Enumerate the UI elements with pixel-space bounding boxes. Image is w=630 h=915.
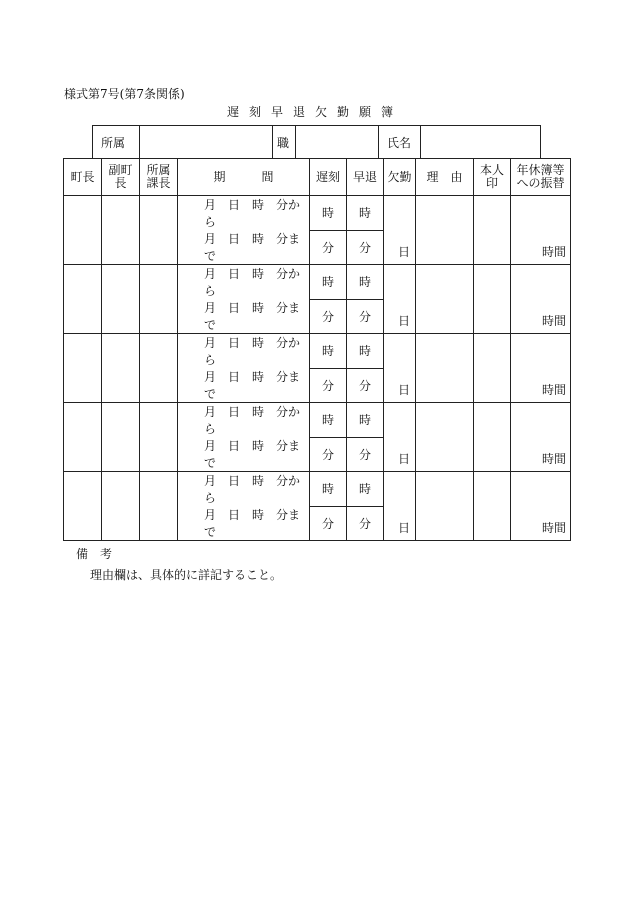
vice-mayor-cell[interactable] [102,403,140,472]
col-leave-transfer: 年休簿等 への振替 [511,159,571,196]
mayor-cell[interactable] [64,196,102,265]
late-hour[interactable]: 時 [310,472,347,507]
col-vice-mayor: 副町 長 [102,159,140,196]
period-from[interactable]: 月 日 時 分から [178,472,310,507]
col-late: 遅刻 [310,159,347,196]
seal-cell[interactable] [474,196,511,265]
period-from[interactable]: 月 日 時 分から [178,403,310,438]
absence-days[interactable]: 日 [384,265,416,334]
period-to[interactable]: 月 日 時 分まで [178,368,310,403]
late-hour[interactable]: 時 [310,196,347,231]
early-hour[interactable]: 時 [347,472,384,507]
absence-days[interactable]: 日 [384,472,416,541]
vice-mayor-cell[interactable] [102,472,140,541]
section-chief-cell[interactable] [140,334,178,403]
record-rows [64,196,571,541]
early-minute[interactable]: 分 [347,437,384,472]
table-row [64,472,571,507]
col-section-chief: 所属 課長 [140,159,178,196]
absence-days[interactable]: 日 [384,334,416,403]
col-period: 期 間 [178,159,310,196]
late-minute[interactable]: 分 [310,506,347,541]
period-from[interactable]: 月 日 時 分から [178,196,310,231]
period-to[interactable]: 月 日 時 分まで [178,506,310,541]
leave-hours[interactable]: 時間 [511,334,571,403]
leave-hours[interactable]: 時間 [511,472,571,541]
early-hour[interactable]: 時 [347,403,384,438]
period-from[interactable]: 月 日 時 分から [178,334,310,369]
period-to[interactable]: 月 日 時 分まで [178,230,310,265]
col-absence: 欠勤 [384,159,416,196]
seal-cell[interactable] [474,472,511,541]
mayor-cell[interactable] [64,472,102,541]
late-minute[interactable]: 分 [310,230,347,265]
absence-days[interactable]: 日 [384,196,416,265]
section-chief-cell[interactable] [140,403,178,472]
form-id: 様式第7号(第7条関係) [64,87,185,101]
late-hour[interactable]: 時 [310,334,347,369]
vice-mayor-cell[interactable] [102,196,140,265]
leave-hours[interactable]: 時間 [511,265,571,334]
reason-cell[interactable] [416,196,474,265]
col-seal: 本人 印 [474,159,511,196]
early-hour[interactable]: 時 [347,334,384,369]
table-header-row [64,159,571,196]
early-hour[interactable]: 時 [347,265,384,300]
position-label: 職 [273,126,296,159]
absence-days[interactable]: 日 [384,403,416,472]
late-minute[interactable]: 分 [310,437,347,472]
seal-cell[interactable] [474,334,511,403]
reason-cell[interactable] [416,265,474,334]
late-hour[interactable]: 時 [310,403,347,438]
early-hour[interactable]: 時 [347,196,384,231]
record-table [63,158,571,541]
early-minute[interactable]: 分 [347,368,384,403]
leave-hours[interactable]: 時間 [511,196,571,265]
reason-cell[interactable] [416,334,474,403]
period-to[interactable]: 月 日 時 分まで [178,437,310,472]
seal-cell[interactable] [474,403,511,472]
late-minute[interactable]: 分 [310,299,347,334]
late-hour[interactable]: 時 [310,265,347,300]
form-title: 遅刻早退欠勤願簿 [226,105,403,119]
late-minute[interactable]: 分 [310,368,347,403]
notes-text: 理由欄は、具体的に詳記すること。 [90,568,283,582]
period-from[interactable]: 月 日 時 分から [178,265,310,300]
period-to[interactable]: 月 日 時 分まで [178,299,310,334]
table-row [64,334,571,369]
vice-mayor-cell[interactable] [102,334,140,403]
early-minute[interactable]: 分 [347,506,384,541]
header-table [92,125,541,159]
table-row [64,265,571,300]
reason-cell[interactable] [416,403,474,472]
section-chief-cell[interactable] [140,472,178,541]
reason-cell[interactable] [416,472,474,541]
vice-mayor-cell[interactable] [102,265,140,334]
mayor-cell[interactable] [64,265,102,334]
mayor-cell[interactable] [64,403,102,472]
seal-cell[interactable] [474,265,511,334]
table-row [64,403,571,438]
early-minute[interactable]: 分 [347,299,384,334]
position-field[interactable] [296,126,379,159]
section-chief-cell[interactable] [140,196,178,265]
dept-label: 所属 [93,126,140,159]
notes-title: 備 考 [76,547,113,561]
col-reason: 理 由 [416,159,474,196]
col-early: 早退 [347,159,384,196]
leave-hours[interactable]: 時間 [511,403,571,472]
dept-field[interactable] [140,126,273,159]
table-row [64,196,571,231]
name-label: 氏名 [379,126,421,159]
section-chief-cell[interactable] [140,265,178,334]
early-minute[interactable]: 分 [347,230,384,265]
name-field[interactable] [421,126,541,159]
mayor-cell[interactable] [64,334,102,403]
col-mayor: 町長 [64,159,102,196]
